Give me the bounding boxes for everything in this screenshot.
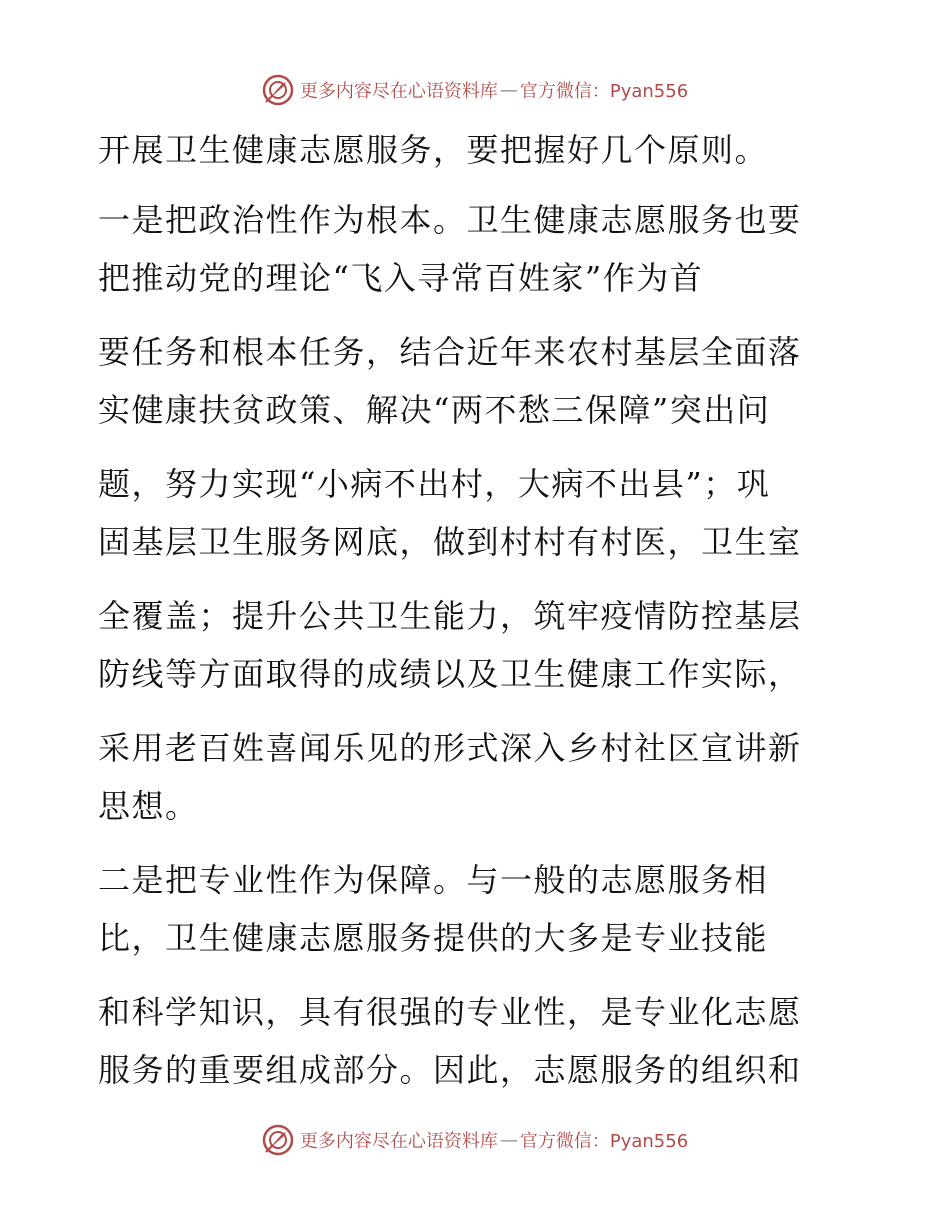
text-line: 采用老百姓喜闻乐见的形式深入乡村社区宣讲新 — [98, 729, 802, 767]
footer-watermark — [0, 1120, 950, 1160]
text-line: 全覆盖；提升公共卫生能力，筑牢疫情防控基层 — [98, 597, 802, 635]
header-watermark — [0, 70, 950, 110]
text-line: 开展卫生健康志愿服务，要把握好几个原则。 — [98, 131, 769, 169]
brand-logo-icon — [262, 1124, 294, 1156]
text-line: 固基层卫生服务网底，做到村村有村医，卫生室 — [98, 523, 802, 561]
text-line: 防线等方面取得的成绩以及卫生健康工作实际， — [98, 655, 802, 693]
brand-logo-icon — [262, 74, 294, 106]
text-line: 和科学知识，具有很强的专业性，是专业化志愿 — [98, 993, 802, 1031]
banner-dash: — — [499, 1129, 518, 1151]
text-line: 把推动党的理论“飞入寻常百姓家”作为首 — [98, 259, 704, 297]
text-line: 二是把专业性作为保障。与一般的志愿服务相 — [98, 861, 769, 899]
text-line: 实健康扶贫政策、解决“两不愁三保障”突出问 — [98, 391, 771, 429]
text-line: 一是把政治性作为根本。卫生健康志愿服务也要 — [98, 201, 802, 239]
banner-text: 更多内容尽在心语资料库 — [299, 81, 498, 102]
banner-text: 更多内容尽在心语资料库 — [299, 1131, 498, 1152]
text-line: 要任务和根本任务，结合近年来农村基层全面落 — [98, 333, 802, 371]
text-line: 服务的重要组成部分。因此，志愿服务的组织和 — [98, 1051, 802, 1089]
banner-wechat: 官方微信：Pyan556 — [519, 1131, 689, 1152]
banner-wechat: 官方微信：Pyan556 — [519, 81, 689, 102]
text-line: 思想。 — [98, 787, 199, 825]
banner-dash: — — [499, 79, 518, 101]
text-line: 比，卫生健康志愿服务提供的大多是专业技能 — [98, 919, 769, 957]
text-line: 题，努力实现“小病不出村，大病不出县”；巩 — [98, 465, 771, 503]
